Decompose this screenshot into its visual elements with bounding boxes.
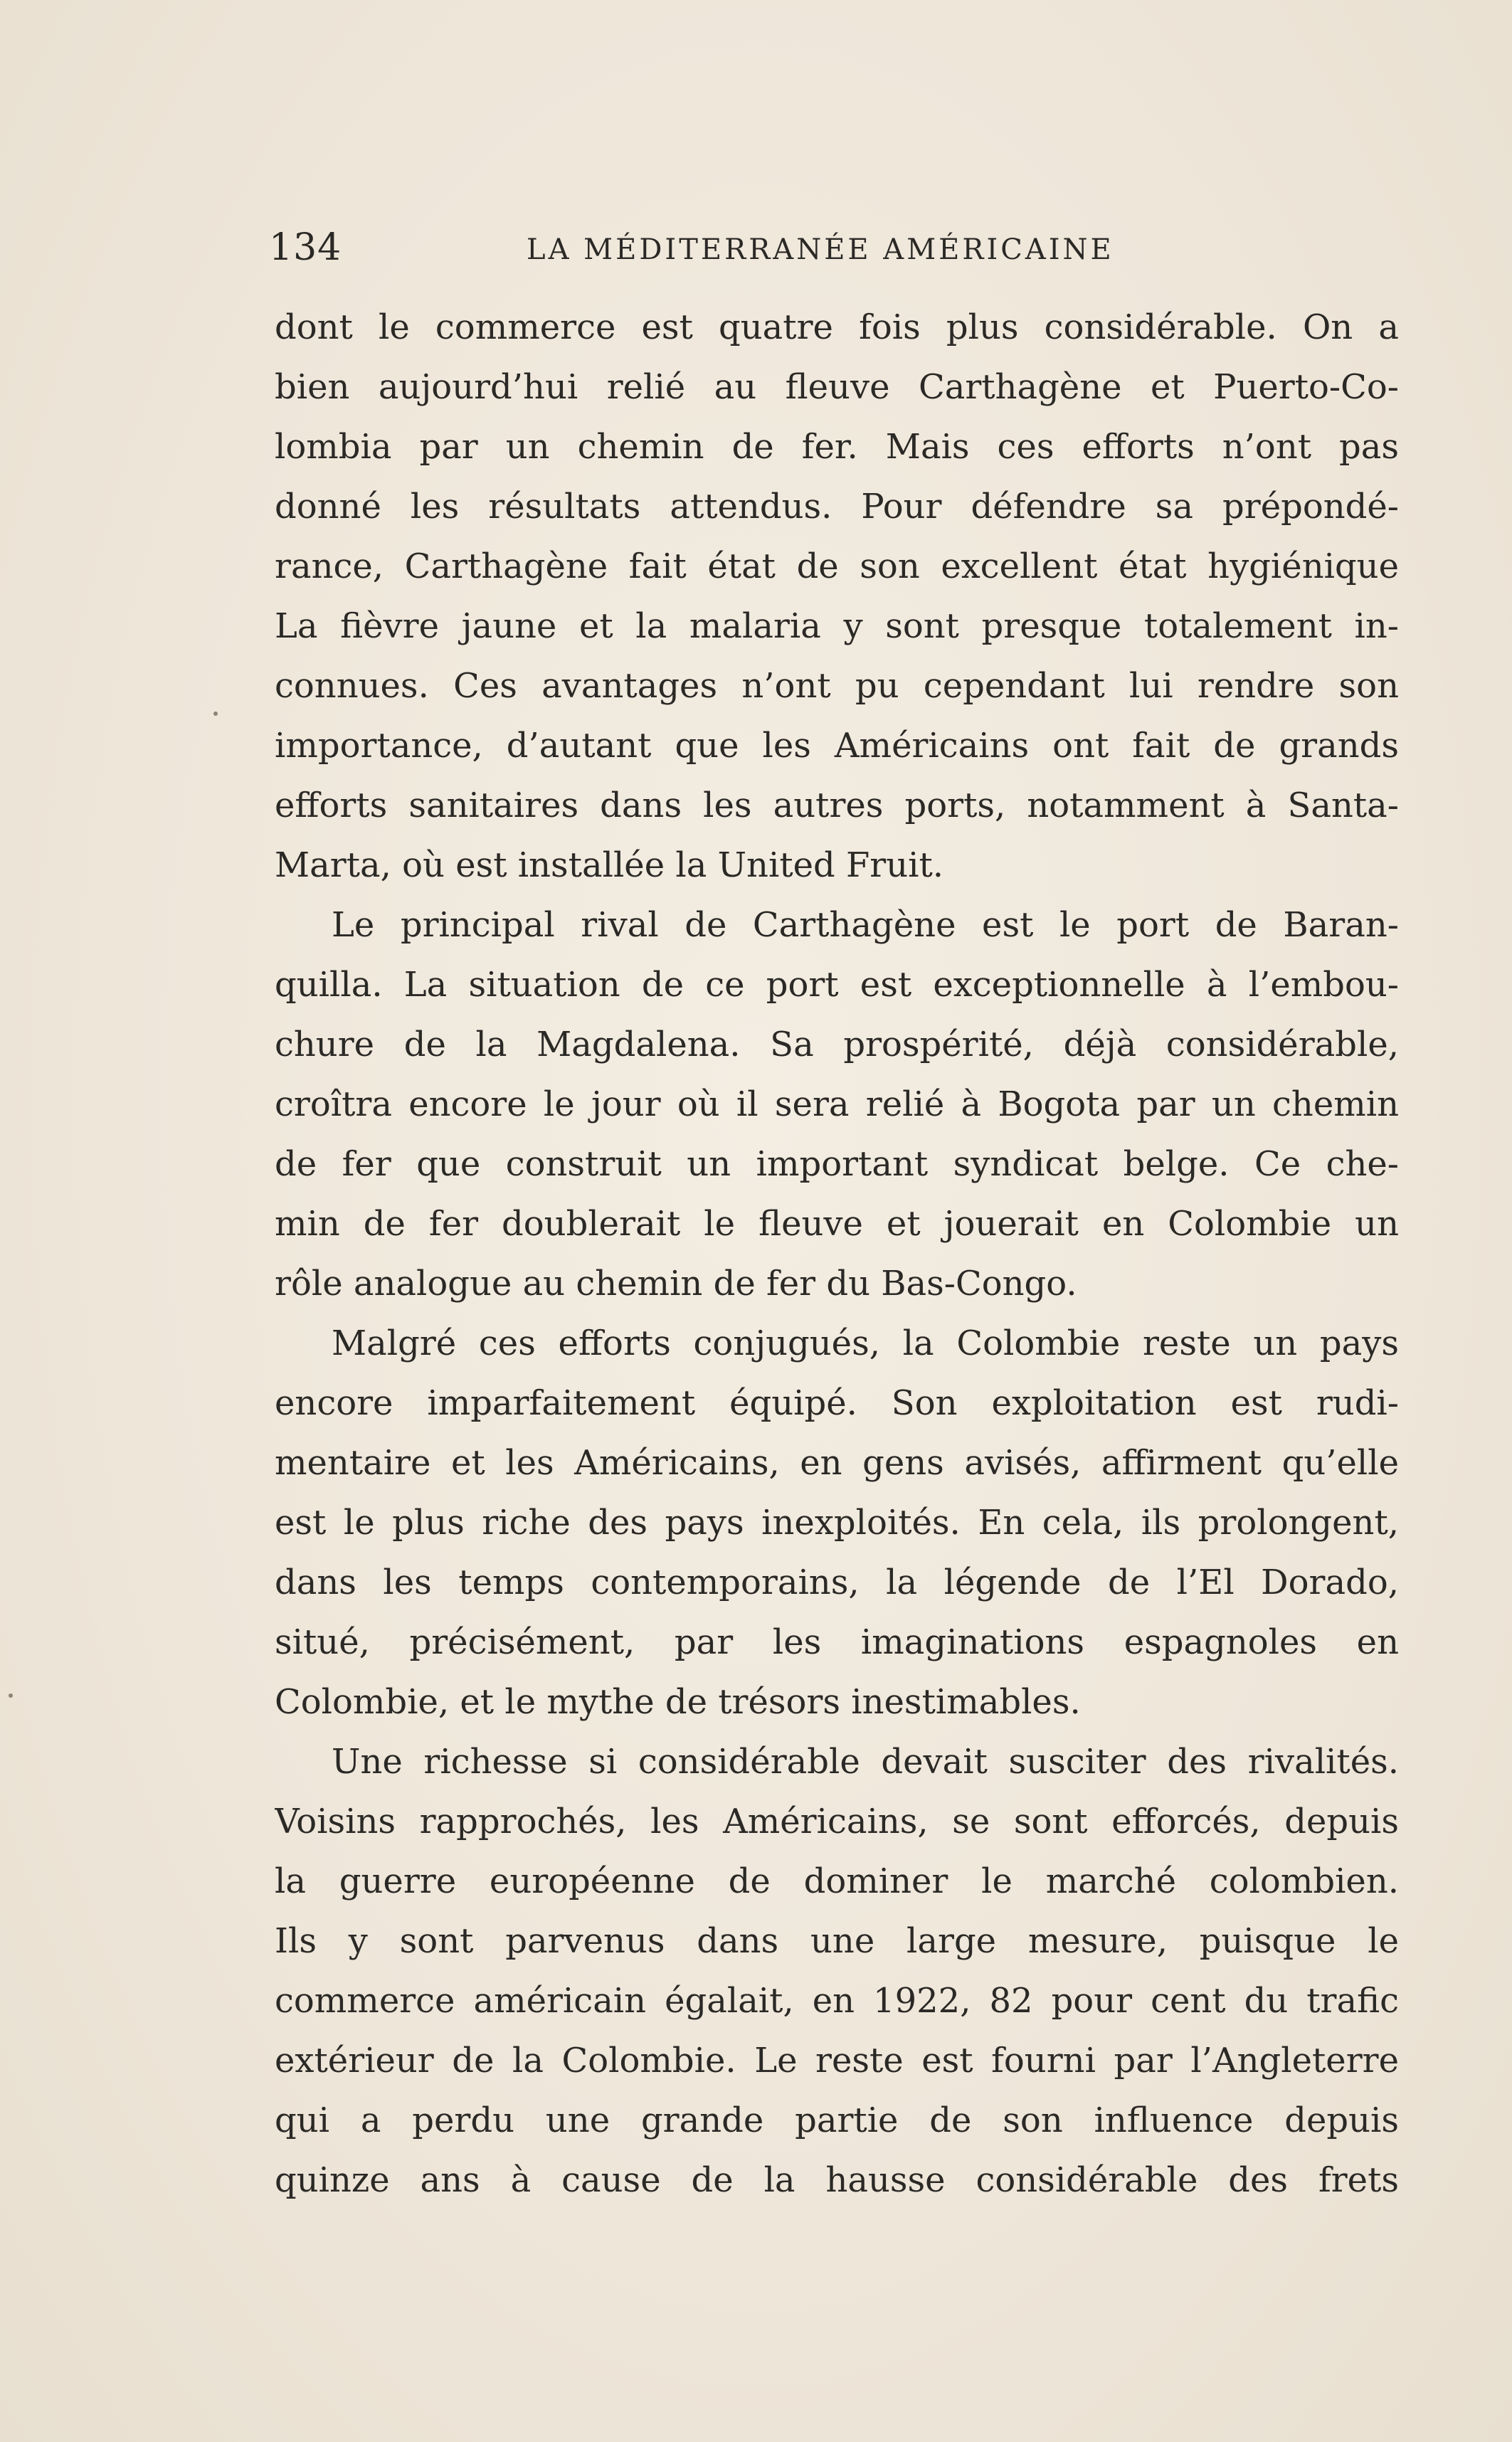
text-line: dans les temps contemporains, la légende de l’El Dorado, — [275, 1563, 1399, 1602]
text-line: lombia par un chemin de fer. Mais ces efforts n’ont pas — [275, 427, 1399, 467]
text-line: bien aujourd’hui relié au fleuve Carthagène et Puerto-Co- — [275, 367, 1399, 407]
page-number: 134 — [269, 226, 342, 269]
text-line: rance, Carthagène fait état de son excellent état hygiénique — [275, 546, 1399, 586]
text-line: Voisins rapprochés, les Américains, se sont efforcés, depuis — [275, 1802, 1399, 1841]
text-line: connues. Ces avantages n’ont pu cependant lui rendre son — [275, 666, 1399, 706]
running-title: LA MÉDITERRANÉE AMÉRICAINE — [527, 233, 1114, 266]
text-line: commerce américain égalait, en 1922, 82 pour cent du trafic — [275, 1981, 1399, 2021]
text-line: croîtra encore le jour où il sera relié à Bogota par un chemin — [275, 1084, 1399, 1124]
text-line: Une richesse si considérable devait susciter des rivalités. — [332, 1742, 1399, 1782]
text-line: Marta, où est installée la United Fruit. — [275, 845, 944, 885]
text-line: Malgré ces efforts conjugués, la Colombie reste un pays — [332, 1323, 1399, 1363]
text-line: importance, d’autant que les Américains ont fait de grands — [275, 726, 1399, 766]
text-line: donné les résultats attendus. Pour défendre sa prépondé- — [275, 487, 1399, 527]
text-line: quinze ans à cause de la hausse considérable des frets — [275, 2160, 1399, 2200]
paper-speck — [9, 1693, 13, 1698]
text-line: de fer que construit un important syndicat belge. Ce che- — [275, 1144, 1399, 1184]
text-line: la guerre européenne de dominer le marché colombien. — [275, 1861, 1399, 1901]
text-line: rôle analogue au chemin de fer du Bas-Congo. — [275, 1264, 1077, 1304]
body-text — [275, 297, 1399, 2210]
text-line: chure de la Magdalena. Sa prospérité, déjà considérable, — [275, 1025, 1399, 1064]
text-line: Colombie, et le mythe de trésors inestimables. — [275, 1682, 1081, 1722]
text-line: Ils y sont parvenus dans une large mesure, puisque le — [275, 1921, 1399, 1961]
text-line: Le principal rival de Carthagène est le port de Baran- — [332, 905, 1399, 945]
page-header — [269, 226, 1407, 283]
text-line: extérieur de la Colombie. Le reste est fourni par l’Angleterre — [275, 2041, 1399, 2081]
text-line: quilla. La situation de ce port est exceptionnelle à l’embou- — [275, 965, 1399, 1005]
text-line: est le plus riche des pays inexploités. En cela, ils prolongent, — [275, 1503, 1399, 1543]
text-line: mentaire et les Américains, en gens avisés, affirment qu’elle — [275, 1443, 1399, 1483]
text-line: qui a perdu une grande partie de son influence depuis — [275, 2100, 1399, 2140]
text-line: La fièvre jaune et la malaria y sont presque totalement in- — [275, 606, 1399, 646]
paper-speck — [213, 712, 218, 716]
text-line: dont le commerce est quatre fois plus considérable. On a — [275, 307, 1399, 347]
text-line: situé, précisément, par les imaginations espagnoles en — [275, 1622, 1399, 1662]
text-line: encore imparfaitement équipé. Son exploitation est rudi- — [275, 1383, 1399, 1423]
text-line: min de fer doublerait le fleuve et jouerait en Colombie un — [275, 1204, 1399, 1244]
text-line: efforts sanitaires dans les autres ports, notamment à Santa- — [275, 786, 1399, 825]
